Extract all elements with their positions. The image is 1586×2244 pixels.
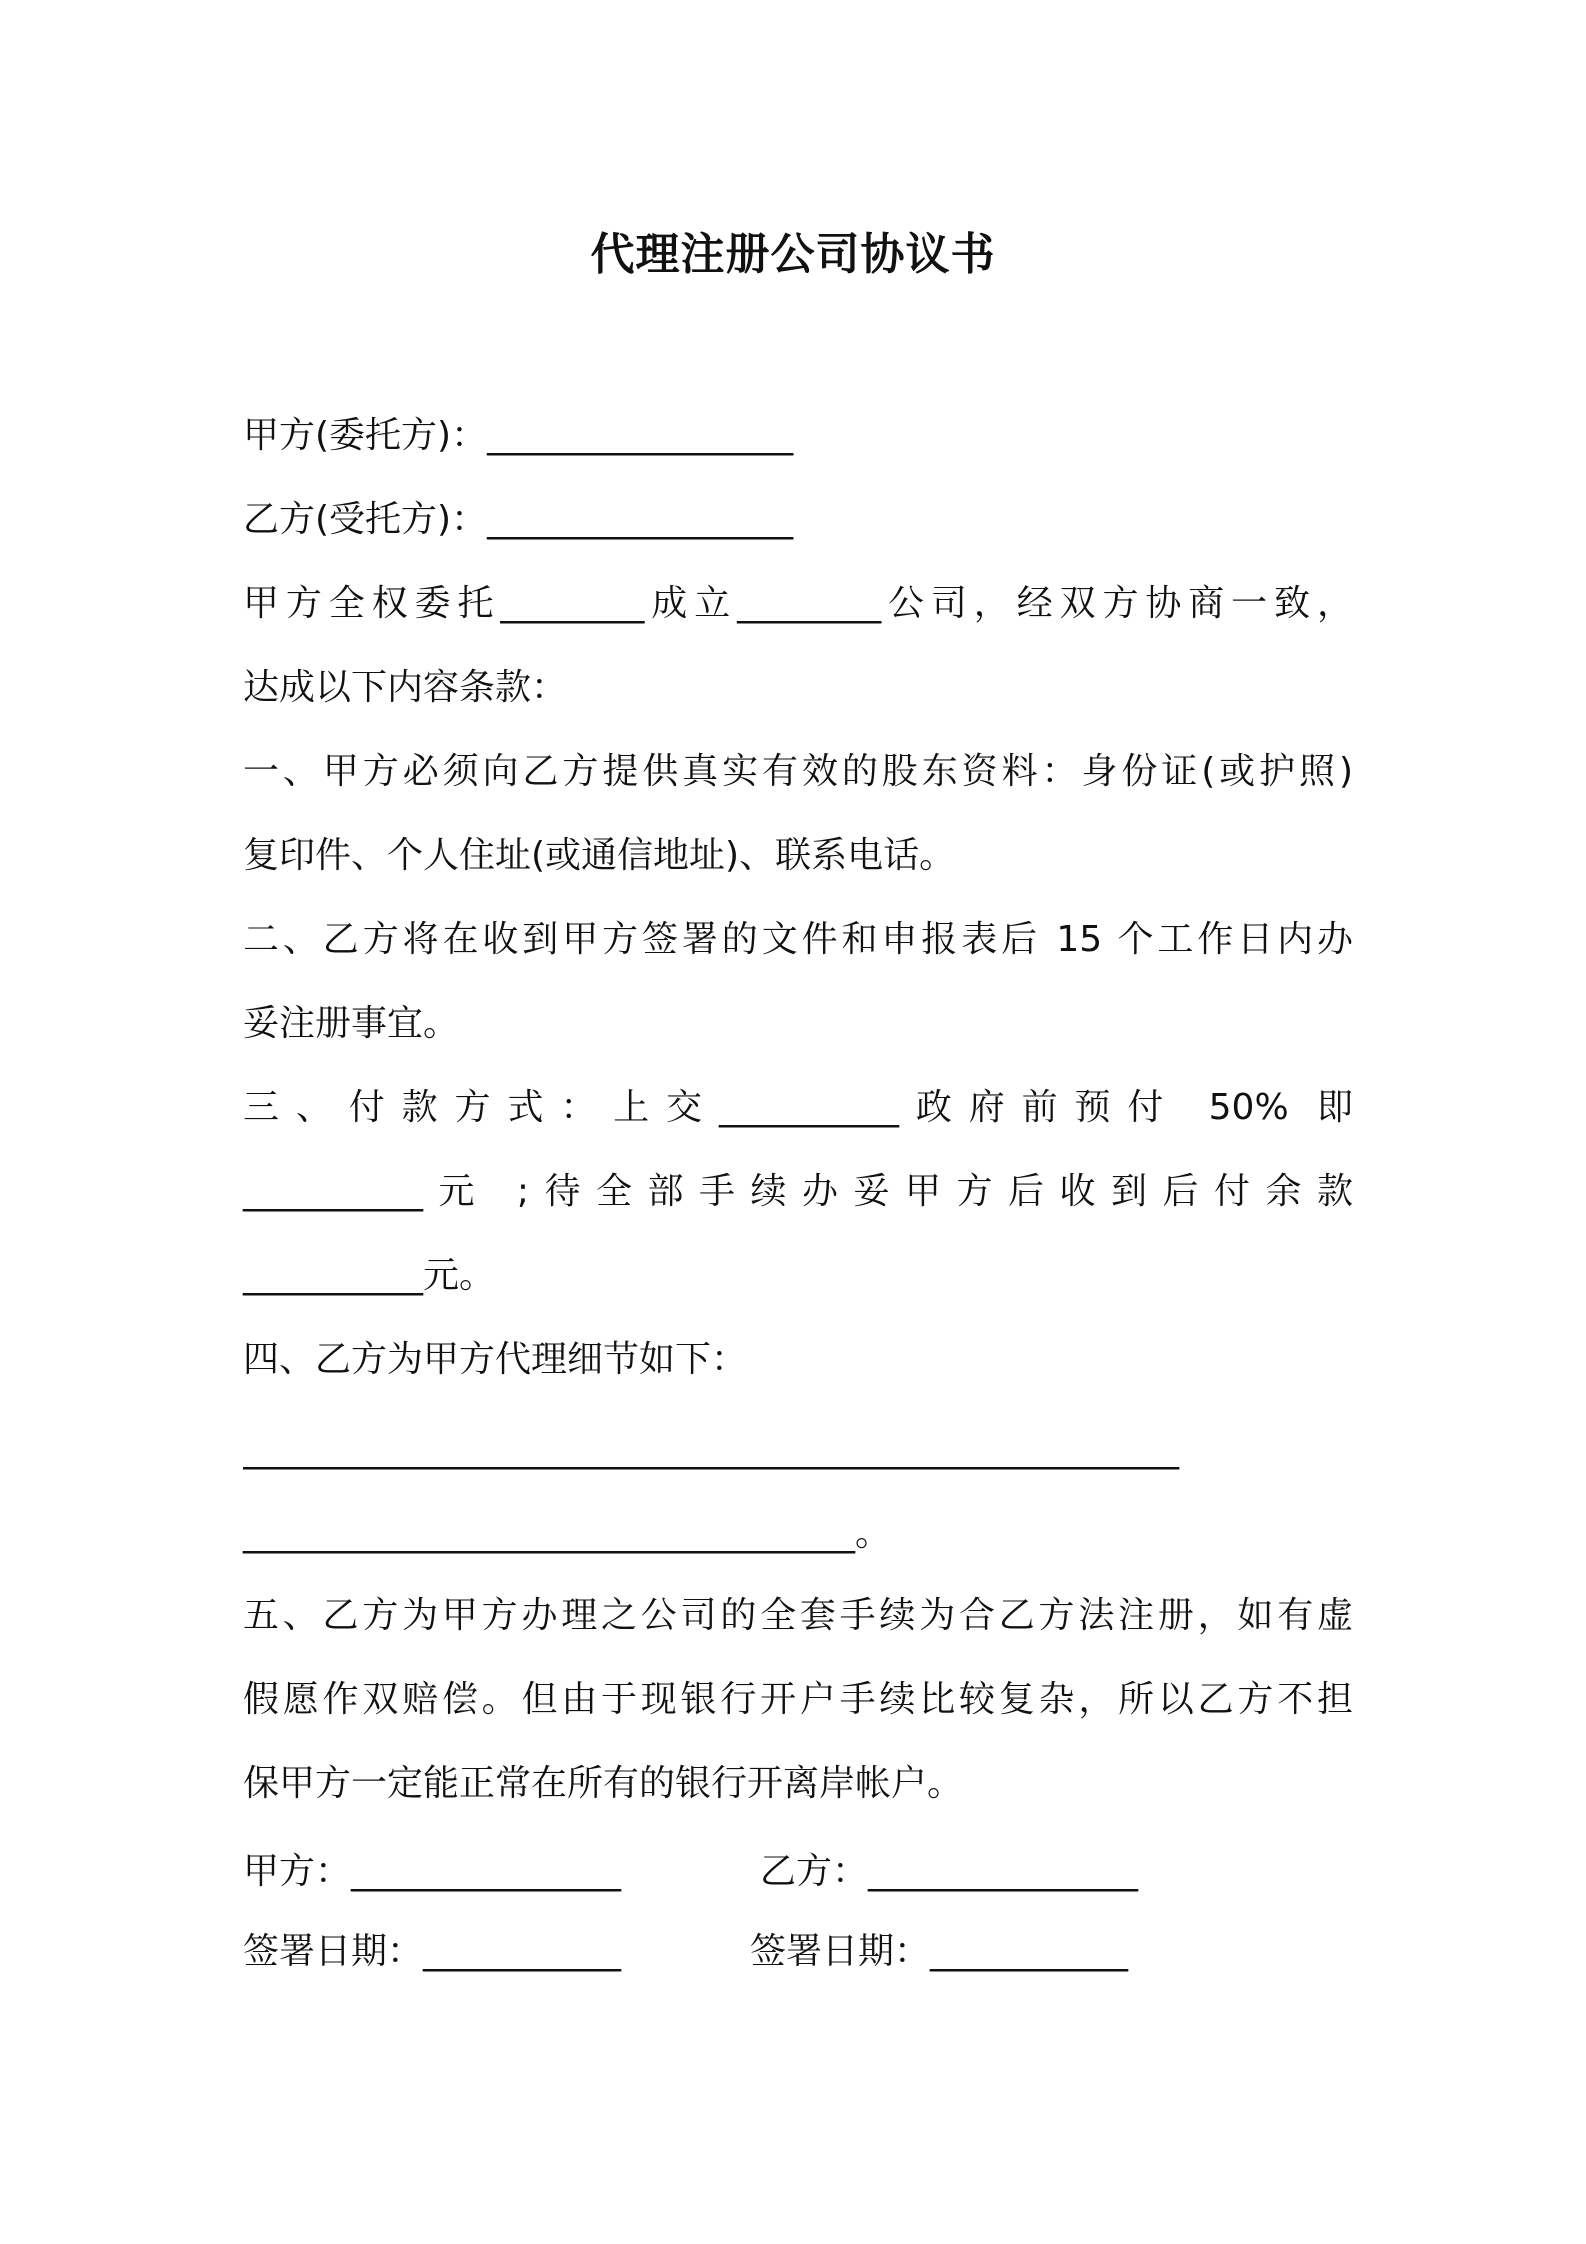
signature-date-b: 签署日期：___________ <box>750 1931 1129 1972</box>
clause-2-line-1: 二、乙方将在收到甲方签署的文件和申报表后 15 个工作日内办 <box>243 919 1353 960</box>
clause-5-line-3: 保甲方一定能正常在所有的银行开离岸帐户。 <box>243 1763 964 1804</box>
signature-date-a: 签署日期：___________ <box>243 1931 622 1972</box>
clause-4-blank-line-2: __________________________________。 <box>243 1513 891 1554</box>
signature-party-a: 甲方：_______________ <box>243 1851 622 1892</box>
intro-line-2: 达成以下内容条款： <box>243 667 568 708</box>
party-b-line: 乙方(受托方)：_________________ <box>243 499 794 540</box>
clause-3-line-1: 三、付款方式：上交__________政府前预付 50% 即 <box>243 1087 1353 1128</box>
clause-3-line-3: __________元。 <box>243 1255 496 1296</box>
clause-4-blank-line-1: ____________________________________________________ <box>243 1429 1179 1470</box>
clause-5-line-1: 五、乙方为甲方办理之公司的全套手续为合乙方法注册，如有虚 <box>243 1595 1353 1636</box>
clause-4-line-1: 四、乙方为甲方代理细节如下： <box>243 1339 748 1380</box>
document-title: 代理注册公司协议书 <box>590 229 996 280</box>
clause-3-line-2: __________元 ;待全部手续办妥甲方后收到后付余款 <box>243 1171 1353 1212</box>
clause-1-line-2: 复印件、个人住址(或通信地址)、联系电话。 <box>243 835 956 876</box>
clause-1-line-1: 一、甲方必须向乙方提供真实有效的股东资料：身份证(或护照) <box>243 751 1353 792</box>
clause-5-line-2: 假愿作双赔偿。但由于现银行开户手续比较复杂，所以乙方不担 <box>243 1679 1353 1720</box>
signature-party-b: 乙方：_______________ <box>760 1851 1139 1892</box>
intro-line-1: 甲方全权委托________成立________公司，经双方协商一致， <box>243 583 1353 624</box>
clause-2-line-2: 妥注册事宜。 <box>243 1003 460 1044</box>
party-a-line: 甲方(委托方)：_________________ <box>243 415 794 456</box>
